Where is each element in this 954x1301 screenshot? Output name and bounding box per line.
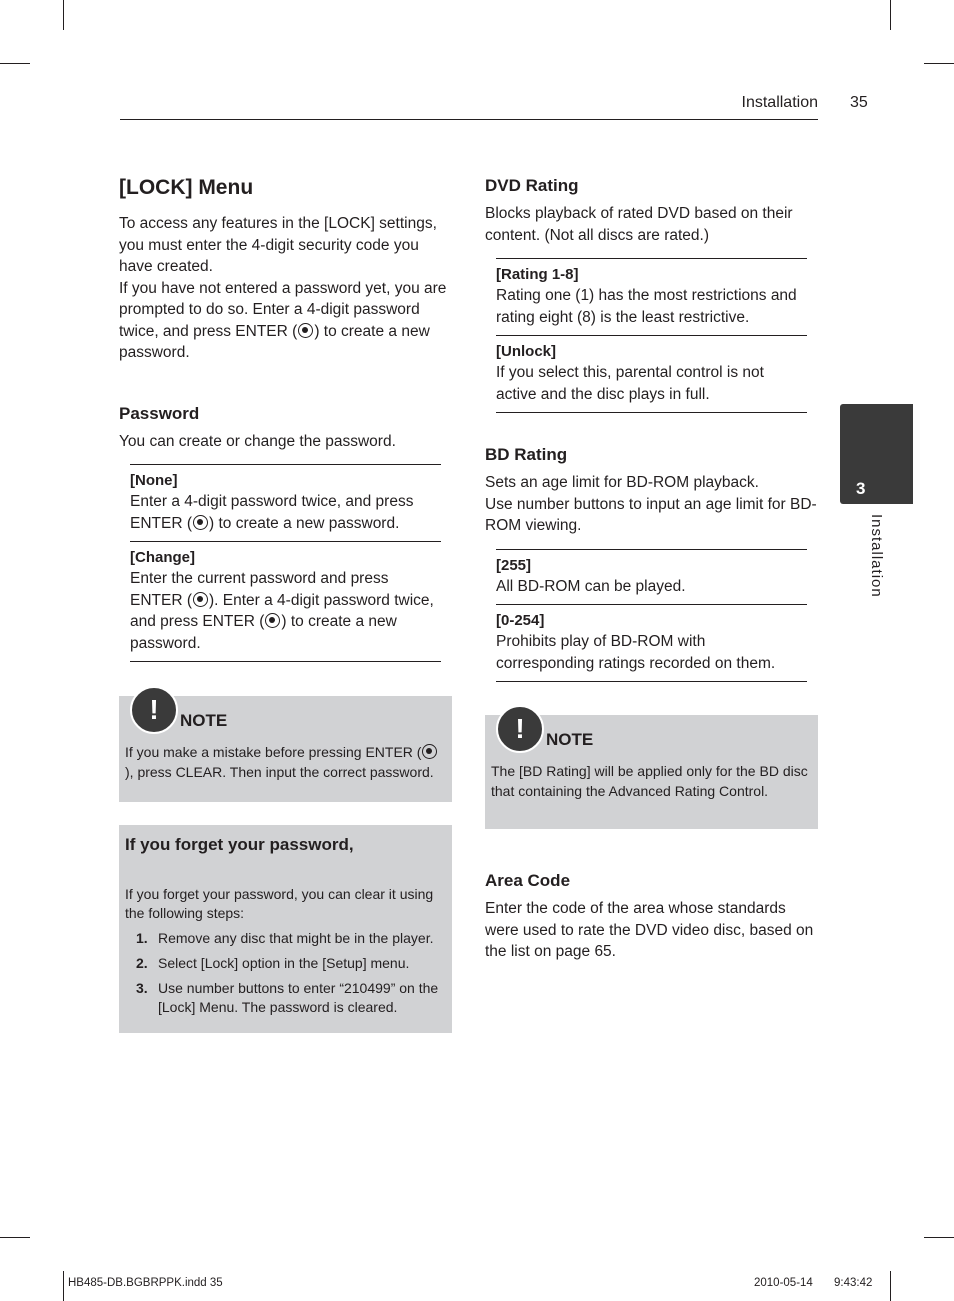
- note-box: [119, 696, 452, 802]
- crop-mark: [890, 1271, 891, 1301]
- right-column: [485, 176, 818, 963]
- lock-menu-intro: To access any features in the [LOCK] settings, you must enter the 4-digit security code you have created. If you have not entered a password yet, you are prompted to do so. Enter a 4-digit password twice, and press ENTER ( ) to create a new password.: [119, 215, 447, 361]
- crop-mark: [0, 1237, 30, 1238]
- exclamation-icon: !: [130, 686, 178, 734]
- forget-steps: [125, 929, 446, 1017]
- chapter-number: 3: [856, 479, 866, 498]
- footer-time: 9:43:42: [834, 1277, 873, 1289]
- option-desc: Prohibits play of BD-ROM with corresponding ratings recorded on them.: [496, 633, 776, 672]
- left-column: [119, 176, 452, 1033]
- option-term: [Rating 1-8]: [496, 266, 579, 283]
- option-desc: All BD-ROM can be played.: [496, 577, 686, 595]
- forget-password-box: [119, 825, 452, 1033]
- bd-rating-heading: BD Rating: [485, 445, 568, 464]
- crop-mark: [0, 63, 30, 64]
- option-0-254: [496, 605, 807, 682]
- crop-mark: [63, 1271, 64, 1301]
- running-head-section: Installation: [741, 94, 818, 111]
- option-unlock: [496, 336, 807, 413]
- option-term: [0-254]: [496, 612, 545, 629]
- crop-mark: [63, 0, 64, 30]
- bd-rating-desc: Sets an age limit for BD-ROM playback. Use number buttons to input an age limit for BD-ROM viewing.: [485, 474, 817, 534]
- note-title: NOTE: [546, 730, 594, 749]
- enter-button-icon: [193, 592, 208, 607]
- lock-menu-title: [LOCK] Menu: [119, 176, 254, 199]
- option-term: [255]: [496, 556, 532, 574]
- note-text: The [BD Rating] will be applied only for the BD disc that containing the Advanced Rating Control.: [491, 763, 808, 799]
- area-code-heading: Area Code: [485, 871, 571, 890]
- crop-mark: [924, 1237, 954, 1238]
- note-box: [485, 715, 818, 829]
- enter-button-icon: [265, 613, 280, 628]
- list-item: 2. Select [Lock] option in the [Setup] menu.: [136, 955, 410, 971]
- option-desc: If you select this, parental control is not active and the disc plays in full.: [496, 364, 764, 403]
- option-none: [130, 465, 441, 542]
- option-term: [None]: [130, 472, 178, 489]
- list-item: 1. Remove any disc that might be in the player.: [136, 930, 434, 946]
- enter-button-icon: [422, 744, 437, 759]
- crop-mark: [924, 63, 954, 64]
- enter-button-icon: [298, 323, 313, 338]
- option-change: [130, 542, 441, 662]
- crop-mark: [890, 0, 891, 30]
- forget-password-intro: If you forget your password, you can clear it using the following steps:: [125, 886, 434, 921]
- option-term: [Change]: [130, 549, 195, 566]
- password-desc: You can create or change the password.: [119, 432, 396, 450]
- option-term: [Unlock]: [496, 343, 556, 360]
- forget-password-title: If you forget your password,: [125, 835, 354, 854]
- chapter-tab: [840, 404, 913, 504]
- exclamation-icon: !: [496, 705, 544, 753]
- option-rating: [496, 259, 807, 336]
- option-255: [496, 550, 807, 606]
- option-desc: Enter a 4-digit password twice, and press ENTER ( ) to create a new password.: [130, 493, 414, 532]
- bd-rating-options: [496, 549, 807, 683]
- area-code-desc: Enter the code of the area whose standards were used to rate the DVD video disc, based on the list on page 65.: [485, 900, 814, 960]
- dvd-rating-options: [496, 258, 807, 413]
- note-text: If you make a mistake before pressing ENTER (), press CLEAR. Then input the correct password.: [125, 742, 446, 782]
- note-title: NOTE: [180, 711, 228, 730]
- footer-file: HB485-DB.BGBRPPK.indd 35: [68, 1277, 223, 1289]
- password-options: [130, 464, 441, 662]
- option-desc: Enter the current password and press ENTER ( ). Enter a 4-digit password twice, and press ENTER ( ) to create a new password.: [130, 570, 434, 652]
- enter-button-icon: [193, 515, 208, 530]
- option-desc: Rating one (1) has the most restrictions and rating eight (8) is the least restrictive.: [496, 287, 797, 326]
- dvd-rating-heading: DVD Rating: [485, 176, 579, 195]
- password-heading: Password: [119, 403, 200, 423]
- chapter-label: Installation: [868, 514, 885, 598]
- footer-date: 2010-05-14: [754, 1277, 813, 1289]
- dvd-rating-desc: Blocks playback of rated DVD based on their content. (Not all discs are rated.): [485, 205, 793, 244]
- running-head: [120, 94, 818, 120]
- page-number: 35: [850, 94, 868, 111]
- list-item: 3. Use number buttons to enter “210499” on the [Lock] Menu. The password is cleared.: [136, 980, 439, 1015]
